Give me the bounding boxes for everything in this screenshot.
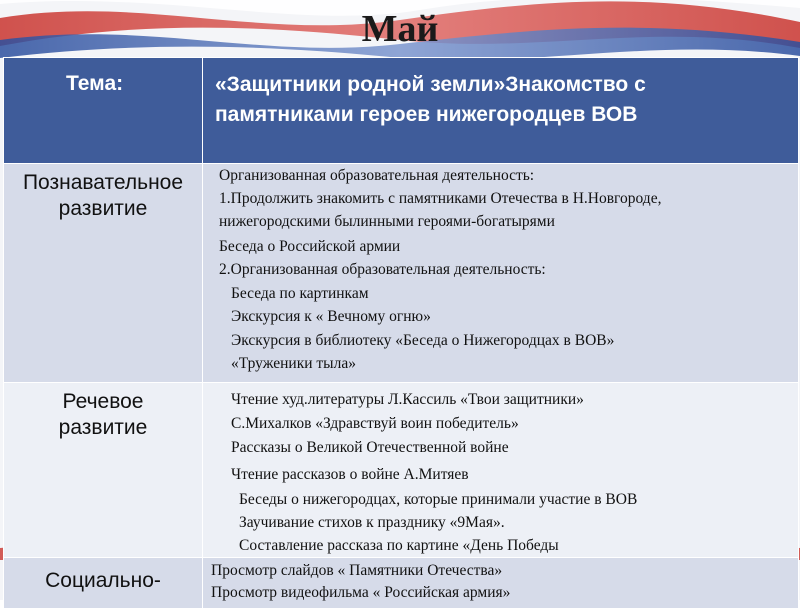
content-line: Чтение рассказов о войне А.Митяев bbox=[231, 466, 469, 483]
plan-table bbox=[3, 57, 799, 609]
row-label-line: Речевое bbox=[62, 390, 144, 413]
content-line: 1.Продолжить знакомить с памятниками Отечества в Н.Новгороде, bbox=[219, 190, 662, 207]
table-row bbox=[4, 558, 799, 609]
content-line: Беседы о нижегородцах, которые принимали участие в ВОВ bbox=[239, 491, 638, 508]
content-line: Беседа по картинкам bbox=[231, 285, 369, 302]
row-label-social bbox=[4, 558, 203, 609]
content-line: 2.Организованная образовательная деятельность: bbox=[219, 261, 546, 278]
content-line: «Труженики тыла» bbox=[231, 355, 356, 372]
content-line: Экскурсия к « Вечному огню» bbox=[231, 308, 431, 325]
page-title: Май bbox=[361, 8, 439, 50]
row-label-cognitive bbox=[4, 164, 203, 383]
table-row bbox=[4, 164, 799, 383]
content-line: Составление рассказа по картине «День Победы bbox=[239, 537, 559, 554]
content-line: С.Михалков «Здравствуй воин победитель» bbox=[231, 415, 519, 432]
content-line: Организованная образовательная деятельность: bbox=[219, 167, 535, 184]
row-content-social bbox=[203, 558, 799, 609]
content-line: нижегородскими былинными героями-богатырями bbox=[219, 213, 555, 230]
row-label-line: Социально- bbox=[45, 569, 161, 592]
content-line: Беседа о Российской армии bbox=[219, 238, 401, 255]
content-line: Заучивание стихов к празднику «9Мая». bbox=[239, 514, 505, 531]
theme-label: Тема: bbox=[4, 58, 203, 164]
row-content-cognitive bbox=[203, 164, 799, 383]
theme-text bbox=[203, 58, 799, 164]
content-line: Экскурсия в библиотеку «Беседа о Нижегородцах в ВОВ» bbox=[231, 332, 615, 349]
content-line: Чтение худ.литературы Л.Кассиль «Твои защитники» bbox=[231, 391, 584, 408]
row-label-line: развитие bbox=[58, 197, 148, 220]
content-line: Просмотр слайдов « Памятники Отечества» bbox=[211, 562, 503, 579]
row-label-line: развитие bbox=[58, 416, 148, 439]
row-label-speech bbox=[4, 383, 203, 558]
content-line: Рассказы о Великой Отечественной войне bbox=[231, 439, 509, 456]
content-line: Просмотр видеофильма « Российская армия» bbox=[211, 584, 511, 601]
row-label-line: Познавательное bbox=[22, 171, 184, 194]
theme-line: «Защитники родной земли»Знакомство с bbox=[215, 73, 646, 96]
row-content-speech bbox=[203, 383, 799, 558]
table-row bbox=[4, 383, 799, 558]
header-row bbox=[4, 58, 799, 164]
theme-line: памятниками героев нижегородцев ВОВ bbox=[215, 103, 638, 126]
